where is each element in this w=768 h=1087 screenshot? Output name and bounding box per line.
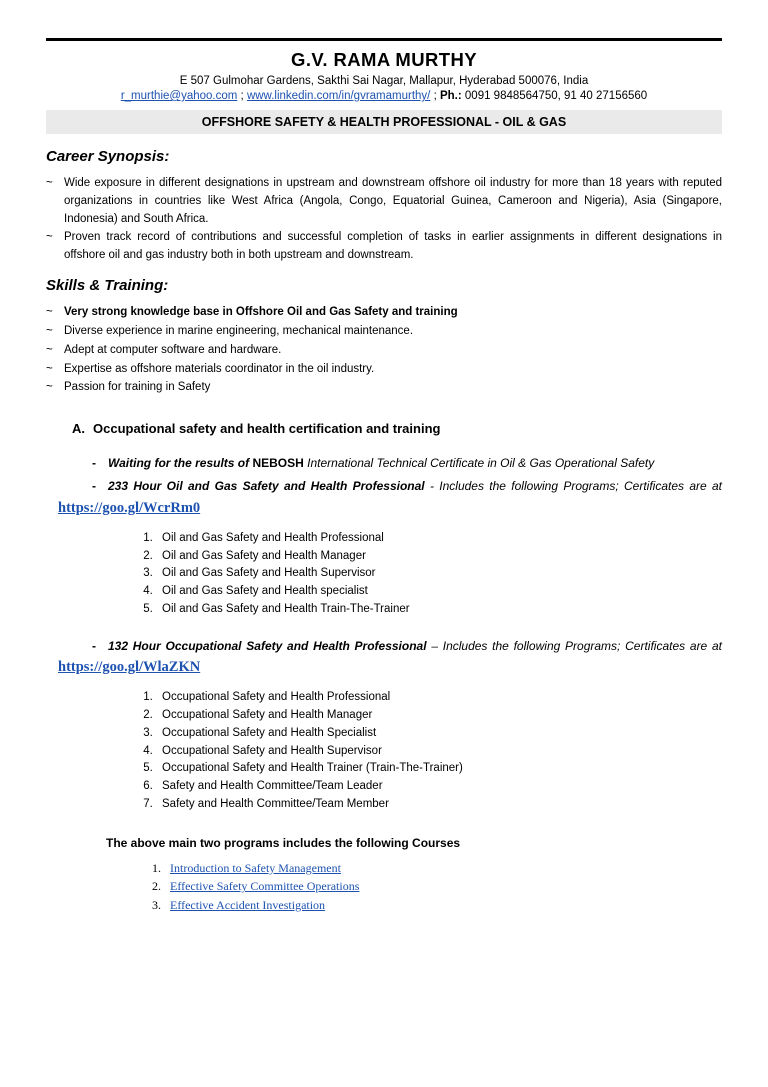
program2-certificates-link[interactable]: https://goo.gl/WlaZKN: [58, 658, 201, 675]
career-bullet-text: Wide exposure in different designations in upstream and downstream offshore oil industry for more than 18 years with reputed organizations in countries like West Africa (Angola, Congo, Equatorial Guinea, Cameroon and Nigeria), Asia (Singapore, Indonesia) and South Africa.: [64, 177, 722, 225]
course-link[interactable]: Effective Accident Investigation: [170, 897, 326, 912]
tilde-bullet-icon: ~: [46, 177, 53, 189]
nebosh-rest-text: International Technical Certificate in Oil & Gas Operational Safety: [307, 456, 655, 471]
program1-paragraph: [46, 477, 722, 519]
list-item: [46, 323, 722, 341]
list-item: 5. Occupational Safety and Health Trainer (Train-The-Trainer): [156, 760, 722, 778]
nebosh-paragraph: [46, 454, 722, 473]
skills-training-heading: Skills & Training:: [46, 277, 169, 295]
list-item: [46, 379, 722, 397]
section-a-letter: A.: [72, 421, 85, 437]
program2-tail-text: – Includes the following Programs; Certificates are at: [431, 638, 722, 653]
list-item: [46, 304, 722, 322]
skill-bullet-text: Expertise as offshore materials coordinator in the oil industry.: [64, 362, 375, 375]
contact-separator-2: ;: [433, 90, 437, 102]
list-item: [46, 342, 722, 360]
spacer: [46, 629, 722, 637]
skill-bullet-text: Adept at computer software and hardware.: [64, 343, 282, 356]
tilde-bullet-icon: ~: [46, 231, 53, 244]
page-title: G.V. RAMA MURTHY: [291, 49, 477, 70]
career-bullet-text: Proven track record of contributions and successful completion of tasks in earlier assignments in different designations in offshore oil and gas industry both in both upstream and downstream.: [64, 231, 722, 262]
contact-separator-1: ;: [240, 90, 244, 102]
nebosh-keyword: NEBOSH: [252, 456, 304, 471]
skills-training-list: [46, 304, 722, 397]
dash-marker: -: [92, 638, 96, 653]
list-item: [46, 175, 722, 228]
tilde-bullet-icon: ~: [46, 324, 53, 337]
nebosh-lead-text: Waiting for the results of: [108, 456, 250, 471]
headline-banner: OFFSHORE SAFETY & HEALTH PROFESSIONAL - OIL & GAS: [46, 110, 722, 134]
dash-marker: -: [92, 456, 96, 471]
dash-marker: -: [92, 479, 96, 494]
course-link[interactable]: Introduction to Safety Management: [170, 860, 341, 875]
tilde-bullet-icon: ~: [46, 381, 53, 394]
top-divider: [46, 38, 722, 41]
course-link[interactable]: Effective Safety Committee Operations: [170, 879, 360, 894]
email-link[interactable]: r_murthie@yahoo.com: [120, 90, 238, 102]
list-item: 2. Oil and Gas Safety and Health Manager: [156, 548, 722, 566]
list-item: [46, 361, 722, 379]
list-item: 4. Occupational Safety and Health Supervisor: [156, 743, 722, 761]
section-a-heading: [72, 421, 722, 436]
phone-label-text: Ph.:: [439, 90, 462, 102]
program1-certificates-link[interactable]: https://goo.gl/WcrRm0: [58, 499, 201, 516]
career-synopsis-list: [46, 175, 722, 265]
section-a-title: Occupational safety and health certification and training: [93, 421, 441, 437]
tilde-bullet-icon: ~: [46, 362, 53, 375]
contact-line: [46, 90, 722, 102]
skill-bullet-text: Passion for training in Safety: [64, 381, 211, 394]
skill-bullet-text: Very strong knowledge base in Offshore Oil and Gas Safety and training: [64, 306, 458, 319]
program1-title: 233 Hour Oil and Gas Safety and Health Professional: [108, 479, 425, 494]
list-item: 3. Occupational Safety and Health Specialist: [156, 725, 722, 743]
list-item: 7. Safety and Health Committee/Team Member: [156, 796, 722, 814]
address-line: E 507 Gulmohar Gardens, Sakthi Sai Nagar, Mallapur, Hyderabad 500076, India: [179, 75, 589, 87]
tilde-bullet-icon: ~: [46, 306, 53, 319]
list-item: 1. Occupational Safety and Health Professional: [156, 689, 722, 707]
list-item: 6. Safety and Health Committee/Team Leader: [156, 778, 722, 796]
tilde-bullet-icon: ~: [46, 343, 53, 356]
list-item: 5. Oil and Gas Safety and Health Train-The-Trainer: [156, 601, 722, 619]
list-item: 3. Oil and Gas Safety and Health Supervisor: [156, 565, 722, 583]
program2-title: 132 Hour Occupational Safety and Health Professional: [108, 638, 427, 653]
skill-bullet-text: Diverse experience in marine engineering, mechanical maintenance.: [64, 324, 414, 337]
phone-label: [440, 90, 462, 102]
program1-tail-text: - Includes the following Programs; Certificates are at: [429, 479, 722, 494]
career-synopsis-heading: Career Synopsis:: [46, 148, 170, 165]
list-item[interactable]: [164, 878, 722, 895]
list-item: 4. Oil and Gas Safety and Health specialist: [156, 583, 722, 601]
courses-list: [46, 860, 722, 914]
list-item: 2. Occupational Safety and Health Manager: [156, 707, 722, 725]
list-item[interactable]: [164, 860, 722, 877]
phone-value: 0091 9848564750, 91 40 27156560: [464, 90, 648, 102]
list-item[interactable]: [164, 897, 722, 914]
linkedin-link[interactable]: www.linkedin.com/in/gvramamurthy/: [246, 90, 431, 102]
list-item: [46, 229, 722, 265]
program2-item-list: [46, 689, 722, 814]
program2-paragraph: [46, 637, 722, 679]
courses-heading: The above main two programs includes the following Courses: [106, 835, 461, 850]
program1-item-list: [46, 530, 722, 619]
list-item: 1. Oil and Gas Safety and Health Professional: [156, 530, 722, 548]
